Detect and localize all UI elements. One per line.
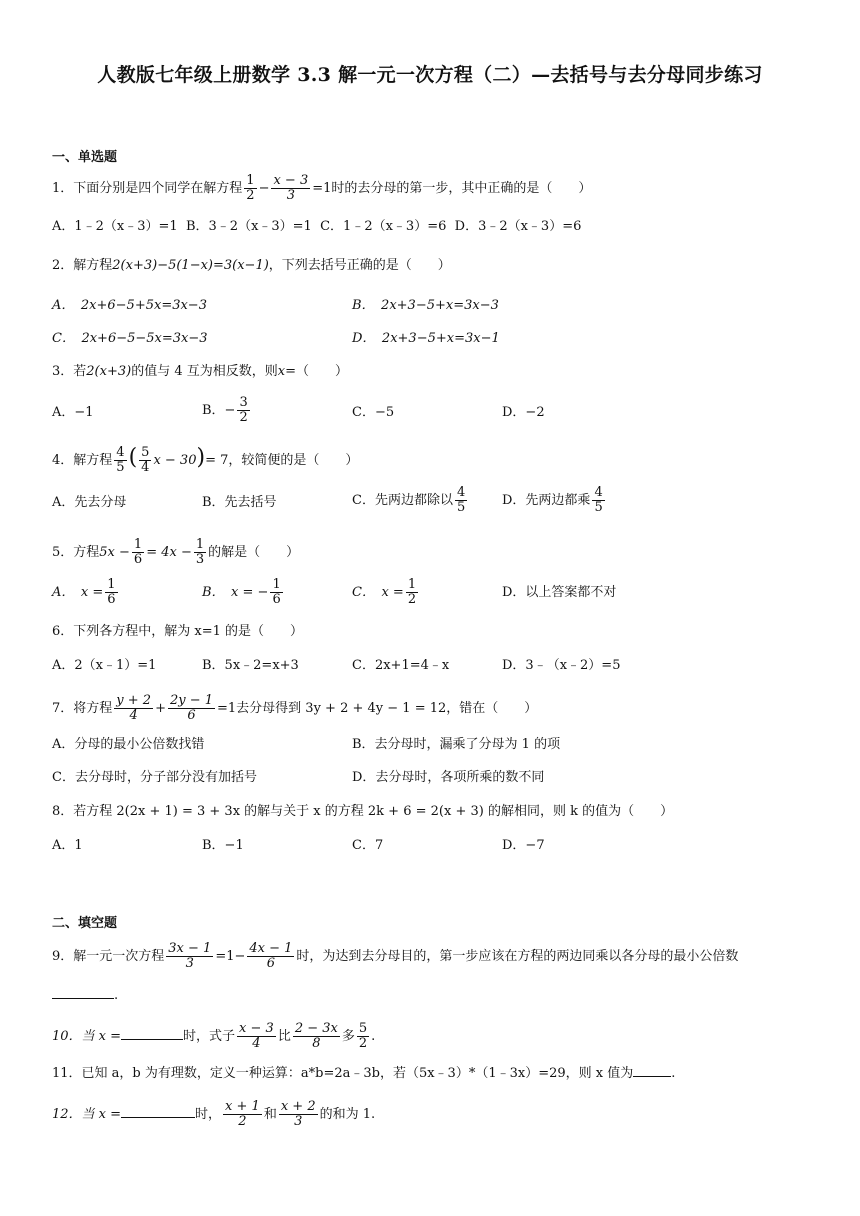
q7-stem-post: =1去分母得到 3y + 2 + 4y − 1 = 12，错在（ ） bbox=[217, 701, 538, 716]
q3-expression: 2(x+3) bbox=[86, 364, 132, 379]
q5-rhs: = 4x − bbox=[146, 545, 192, 560]
q4-option-d[interactable] bbox=[502, 486, 607, 515]
q4-fraction-outer bbox=[114, 446, 126, 475]
q3-option-c[interactable]: C．−5 bbox=[352, 405, 395, 420]
q10-f3-num: 5 bbox=[358, 1021, 368, 1036]
q12-and: 和 bbox=[263, 1107, 277, 1122]
question-8: 8．若方程 2(2x + 1) = 3 + 3x 的解与关于 x 的方程 2k + 6 = 2(x + 3) 的解相同，则 k 的值为（ ） bbox=[52, 804, 674, 819]
q12-stem-mid: 时， bbox=[195, 1107, 222, 1122]
q8-option-d[interactable]: D．−7 bbox=[502, 838, 545, 853]
q5-c-num: 1 bbox=[407, 577, 417, 592]
q5-a-den: 6 bbox=[107, 592, 116, 607]
q2-equation: 2(x+3)−5(1−x)=3(x−1) bbox=[112, 258, 269, 273]
q3-option-b[interactable] bbox=[202, 396, 252, 425]
q5-b-label: B． x = − bbox=[202, 585, 269, 600]
q8-option-a[interactable]: A．1 bbox=[52, 838, 83, 853]
q5-a-label: A． x = bbox=[52, 585, 104, 600]
q5-option-a[interactable] bbox=[52, 578, 120, 607]
q3-stem-mid: 的值与 4 互为相反数，则 bbox=[131, 364, 278, 379]
q1-fraction-1 bbox=[244, 174, 256, 203]
q10-blank[interactable] bbox=[121, 1025, 183, 1040]
q5-stem-post: 的解是（ ） bbox=[208, 545, 300, 560]
q3-b-label: B．− bbox=[202, 403, 236, 418]
q3-stem-pre: 3．若 bbox=[52, 364, 87, 379]
q6-option-b[interactable]: B．5x﹣2=x+3 bbox=[202, 658, 299, 673]
q4-f2-den: 4 bbox=[141, 460, 150, 475]
q5-f2-num: 1 bbox=[195, 537, 205, 552]
q7-f2-den: 6 bbox=[187, 708, 196, 723]
q9-stem-pre: 9．解一元一次方程 bbox=[52, 949, 165, 964]
q10-f3-den: 2 bbox=[358, 1036, 368, 1051]
q1-f2-den: 3 bbox=[286, 188, 295, 203]
question-2 bbox=[52, 256, 451, 276]
q1-option-a[interactable]: A．1﹣2（x﹣3）=1 bbox=[52, 219, 178, 234]
q7-f2-num: 2y − 1 bbox=[169, 693, 214, 708]
section-single-choice: 一、单选题 bbox=[52, 150, 118, 165]
q10-f2-den: 8 bbox=[312, 1036, 321, 1051]
q4-c-num: 4 bbox=[456, 485, 466, 500]
question-6: 6．下列各方程中，解为 x=1 的是（ ） bbox=[52, 624, 304, 639]
q4-d-den: 5 bbox=[594, 500, 603, 515]
q5-c-fraction bbox=[406, 578, 418, 607]
q9-answer-line bbox=[52, 984, 118, 1006]
q5-fraction-1 bbox=[132, 538, 144, 567]
q7-option-a[interactable]: A．分母的最小公倍数找错 bbox=[52, 737, 205, 752]
question-12 bbox=[52, 1100, 375, 1129]
q3-b-num: 3 bbox=[239, 395, 248, 410]
q3-option-a[interactable]: A．−1 bbox=[52, 405, 94, 420]
q7-f1-den: 4 bbox=[129, 708, 138, 723]
q8-option-b[interactable]: B．−1 bbox=[202, 838, 244, 853]
q4-f1-den: 5 bbox=[116, 460, 125, 475]
question-10 bbox=[52, 1022, 375, 1051]
q5-lhs: 5x − bbox=[99, 545, 130, 560]
q2-option-b[interactable]: B． 2x+3−5+x=3x−3 bbox=[352, 298, 499, 313]
q12-blank[interactable] bbox=[121, 1103, 195, 1118]
q4-d-fraction bbox=[592, 486, 604, 515]
q1-stem-pre: 1．下面分别是四个同学在解方程 bbox=[52, 181, 243, 196]
q5-fraction-2 bbox=[194, 538, 206, 567]
q3-option-d[interactable]: D．−2 bbox=[502, 405, 545, 420]
q10-end: . bbox=[371, 1029, 376, 1044]
q10-f2-num: 2 − 3x bbox=[294, 1021, 338, 1036]
q9-f1-den: 3 bbox=[185, 956, 194, 971]
question-3 bbox=[52, 362, 348, 382]
q5-f2-den: 3 bbox=[195, 552, 205, 567]
q10-fraction-1 bbox=[237, 1022, 276, 1051]
q4-f2-num: 5 bbox=[141, 445, 150, 460]
q4-c-label: C．先两边都除以 bbox=[352, 493, 453, 508]
q1-f1-num: 1 bbox=[246, 173, 255, 188]
q6-option-c[interactable]: C．2x+1=4﹣x bbox=[352, 658, 450, 673]
q4-f1-num: 4 bbox=[116, 445, 125, 460]
q4-inner-expr: x − 30 bbox=[153, 453, 197, 468]
q1-f1-den: 2 bbox=[246, 188, 255, 203]
question-9 bbox=[52, 942, 738, 971]
q5-option-b[interactable] bbox=[202, 578, 285, 607]
q5-stem-pre: 5．方程 bbox=[52, 545, 100, 560]
q9-stem-mid: =1− bbox=[215, 949, 246, 964]
q11-stem: 11．已知 a，b 为有理数，定义一种运算：a*b=2a﹣3b，若（5x﹣3）*（1﹣3x）=29，则 x 值为 bbox=[52, 1066, 634, 1081]
question-5 bbox=[52, 538, 299, 567]
q4-c-fraction bbox=[455, 486, 467, 515]
q9-f1-num: 3x − 1 bbox=[168, 941, 212, 956]
q12-stem-post: 的和为 1. bbox=[319, 1107, 376, 1122]
page-title: 人教版七年级上册数学 3.3 解一元一次方程（二）—去括号与去分母同步练习 bbox=[97, 64, 763, 86]
q12-stem-pre: 12．当 x = bbox=[52, 1107, 122, 1122]
q5-a-num: 1 bbox=[107, 577, 116, 592]
q4-option-c[interactable] bbox=[352, 486, 469, 515]
q3-variable: x bbox=[277, 364, 286, 379]
q7-f1-num: y + 2 bbox=[116, 693, 152, 708]
q11-blank[interactable] bbox=[633, 1062, 671, 1077]
q5-b-den: 6 bbox=[272, 592, 281, 607]
q2-stem-pre: 2．解方程 bbox=[52, 258, 113, 273]
question-4: 4．解方程 $\frac{4}{5}$ ( $\frac{5}{4}$ x − 30)= 7，较简便的是（ ） bbox=[52, 445, 359, 475]
q4-c-den: 5 bbox=[456, 500, 466, 515]
q5-f1-num: 1 bbox=[133, 537, 143, 552]
q9-fraction-1 bbox=[166, 942, 213, 971]
q12-f1-num: x + 1 bbox=[225, 1099, 260, 1114]
q7-fraction-2 bbox=[168, 694, 215, 723]
q11-end: . bbox=[671, 1066, 676, 1081]
q9-fraction-2 bbox=[247, 942, 294, 971]
q5-a-fraction bbox=[105, 578, 117, 607]
question-7 bbox=[52, 694, 537, 723]
q4-d-num: 4 bbox=[594, 485, 603, 500]
q1-option-b[interactable]: B．3﹣2（x﹣3）=1 bbox=[185, 219, 312, 234]
q10-stem-pre: 10．当 x = bbox=[52, 1029, 122, 1044]
section-fill-in: 二、填空题 bbox=[52, 916, 118, 931]
q6-option-a[interactable]: A．2（x﹣1）=1 bbox=[52, 658, 157, 673]
q12-f2-num: x + 2 bbox=[280, 1099, 316, 1114]
q9-blank[interactable] bbox=[52, 984, 114, 999]
q12-fraction-1 bbox=[223, 1100, 262, 1129]
q9-end: . bbox=[114, 988, 119, 1003]
q12-f1-den: 2 bbox=[238, 1114, 247, 1129]
q7-option-d[interactable]: D．去分母时，各项所乘的数不同 bbox=[352, 770, 545, 785]
q10-stem-mid: 时，式子 bbox=[183, 1029, 236, 1044]
q3-b-fraction bbox=[237, 396, 249, 425]
q4-d-label: D．先两边都乘 bbox=[502, 493, 591, 508]
q5-option-c[interactable] bbox=[352, 578, 420, 607]
q1-options bbox=[52, 217, 581, 237]
q6-option-d[interactable]: D．3﹣（x﹣2）=5 bbox=[502, 658, 621, 673]
q10-f1-den: 4 bbox=[252, 1036, 261, 1051]
q10-fraction-2 bbox=[293, 1022, 340, 1051]
q7-option-c[interactable]: C．去分母时，分子部分没有加括号 bbox=[52, 770, 257, 785]
q5-c-label: C． x = bbox=[352, 585, 404, 600]
q4-stem-pre: 4．解方程 bbox=[52, 453, 113, 468]
q5-f1-den: 6 bbox=[133, 552, 143, 567]
q12-f2-den: 3 bbox=[294, 1114, 303, 1129]
q7-fraction-1 bbox=[114, 694, 153, 723]
q4-option-a[interactable]: A．先去分母 bbox=[52, 495, 127, 510]
q8-option-c[interactable]: C．7 bbox=[352, 838, 384, 853]
q10-f1-num: x − 3 bbox=[239, 1021, 274, 1036]
q5-c-den: 2 bbox=[407, 592, 417, 607]
question-1 bbox=[52, 174, 591, 203]
q1-stem-post: =1时的去分母的第一步，其中正确的是（ ） bbox=[312, 181, 592, 196]
q3-b-den: 2 bbox=[239, 410, 248, 425]
q7-option-b[interactable]: B．去分母时，漏乘了分母为 1 的项 bbox=[352, 737, 561, 752]
q4-fraction-inner bbox=[139, 446, 151, 475]
q1-option-d[interactable]: D．3﹣2（x﹣3）=6 bbox=[454, 219, 582, 234]
q2-option-d[interactable]: D． 2x+3−5+x=3x−1 bbox=[352, 331, 500, 346]
q1-fraction-2 bbox=[271, 174, 310, 203]
question-11 bbox=[52, 1062, 675, 1084]
q1-minus: − bbox=[258, 181, 270, 196]
q3-stem-post: =（ ） bbox=[285, 364, 348, 379]
q2-option-c[interactable]: C． 2x+6−5−5x=3x−3 bbox=[52, 331, 208, 346]
q10-compare: 比 bbox=[277, 1029, 291, 1044]
q10-more: 多 bbox=[341, 1029, 355, 1044]
q7-plus: + bbox=[155, 701, 166, 716]
q12-fraction-2 bbox=[279, 1100, 318, 1129]
q9-f2-den: 6 bbox=[266, 956, 276, 971]
q4-option-b[interactable]: B．先去括号 bbox=[202, 495, 277, 510]
q7-stem-pre: 7．将方程 bbox=[52, 701, 113, 716]
q5-b-fraction bbox=[270, 578, 282, 607]
q5-b-num: 1 bbox=[272, 577, 281, 592]
q9-f2-num: 4x − 1 bbox=[249, 941, 293, 956]
q2-stem-post: ，下列去括号正确的是（ ） bbox=[268, 258, 451, 273]
q9-stem-post: 时，为达到去分母目的，第一步应该在方程的两边同乘以各分母的最小公倍数 bbox=[296, 949, 739, 964]
q1-f2-num: x − 3 bbox=[273, 173, 309, 188]
q1-option-c[interactable]: C．1﹣2（x﹣3）=6 bbox=[320, 219, 447, 234]
q10-fraction-3 bbox=[357, 1022, 369, 1051]
q5-option-d[interactable]: D．以上答案都不对 bbox=[502, 585, 617, 600]
q2-option-a[interactable]: A． 2x+6−5+5x=3x−3 bbox=[52, 298, 207, 313]
q4-stem-post: = 7，较简便的是（ ） bbox=[205, 453, 359, 468]
